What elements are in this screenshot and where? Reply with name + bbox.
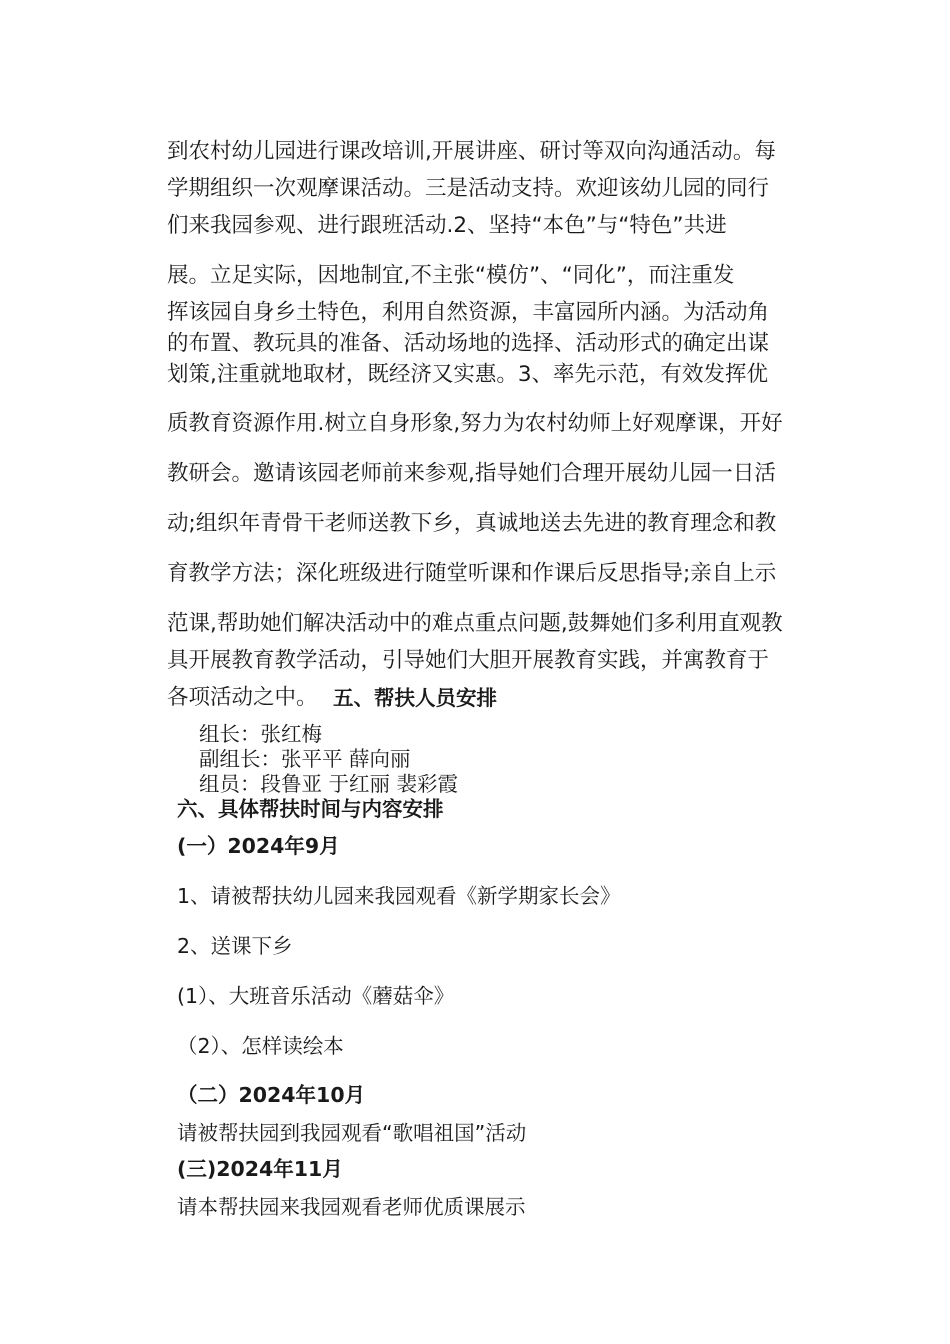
paragraph-line: 各项活动之中。 [167, 685, 318, 710]
schedule-item: 2、送课下乡 [177, 934, 293, 958]
schedule-subitem: (1）、大班音乐活动《蘑菇伞》 [177, 984, 455, 1008]
paragraph-line: 学期组织一次观摩课活动。三是活动支持。欢迎该幼儿园的同行 [167, 176, 770, 201]
paragraph-line: 具开展教育教学活动，引导她们大胆开展教育实践，并寓教育于 [167, 648, 770, 673]
paragraph-line: 质教育资源作用.树立自身形象,努力为农村幼师上好观摩课，开好 [167, 411, 783, 436]
paragraph-line: 展。立足实际，因地制宜,不主张“模仿”、“同化”，而注重发 [167, 263, 735, 288]
staff-members: 组员：段鲁亚 于红丽 裴彩霞 [199, 772, 459, 796]
paragraph-line: 育教学方法；深化班级进行随堂听课和作课后反思指导;亲自上示 [167, 561, 777, 586]
period-title-september: (一）2024年9月 [177, 834, 340, 858]
paragraph-line: 们来我园参观、进行跟班活动.2、坚持“本色”与“特色”共进 [167, 213, 727, 238]
staff-leader: 组长：张红梅 [199, 722, 322, 746]
paragraph-line: 动;组织年青骨干老师送教下乡，真诚地送去先进的教育理念和教 [167, 511, 777, 536]
paragraph-line: 划策,注重就地取材，既经济又实惠。3、率先示范，有效发挥优 [167, 362, 769, 387]
section-heading-schedule: 六、具体帮扶时间与内容安排 [177, 797, 444, 821]
paragraph-line: 挥该园自身乡土特色，利用自然资源，丰富园所内涵。为活动角 [167, 300, 770, 325]
schedule-subitem: （2）、怎样读绘本 [177, 1034, 344, 1058]
schedule-item: 请本帮扶园来我园观看老师优质课展示 [177, 1195, 526, 1219]
period-title-october: （二）2024年10月 [177, 1083, 366, 1107]
paragraph-line: 到农村幼儿园进行课改培训,开展讲座、研讨等双向沟通活动。每 [167, 139, 776, 164]
paragraph-line: 的布置、教玩具的准备、活动场地的选择、活动形式的确定出谋 [167, 331, 770, 356]
period-title-november: (三)2024年11月 [177, 1157, 343, 1181]
section-heading-staff: 五、帮扶人员安排 [333, 686, 497, 710]
schedule-item: 1、请被帮扶幼儿园来我园观看《新学期家长会》 [177, 884, 621, 908]
staff-deputy: 副组长：张平平 薛向丽 [199, 747, 411, 771]
schedule-item: 请被帮扶园到我园观看“歌唱祖国”活动 [177, 1121, 527, 1145]
paragraph-line: 范课,帮助她们解决活动中的难点重点问题,鼓舞她们多利用直观教 [167, 611, 783, 636]
paragraph-line: 教研会。邀请该园老师前来参观,指导她们合理开展幼儿园一日活 [167, 461, 776, 486]
